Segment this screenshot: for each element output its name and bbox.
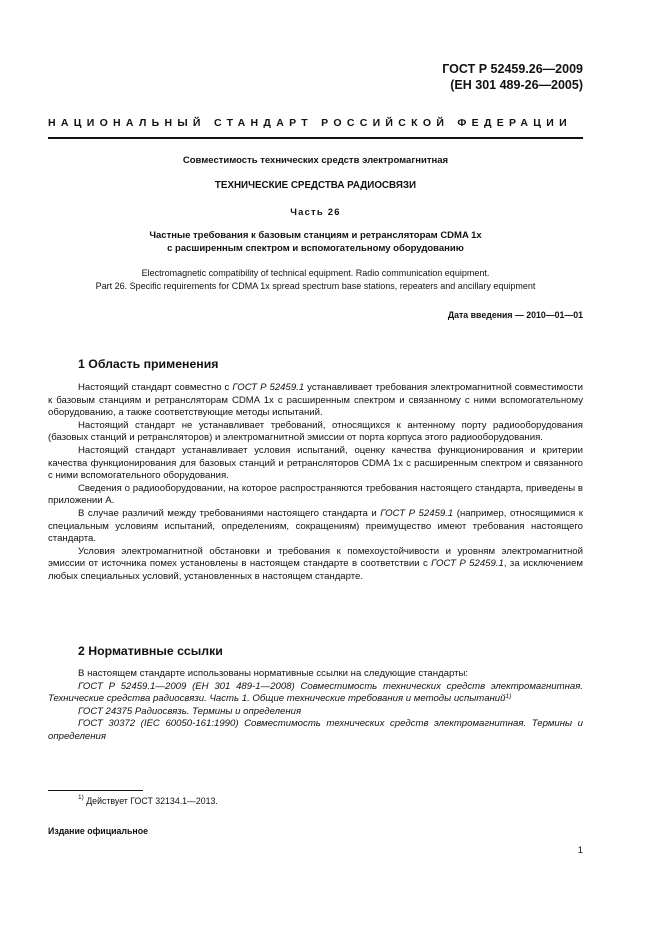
- title-line-2: ТЕХНИЧЕСКИЕ СРЕДСТВА РАДИОСВЯЗИ: [214, 180, 417, 191]
- header-divider: [48, 137, 583, 139]
- subtitle-line-1: Частные требования к базовым станциям и ретрансляторам CDMA 1x: [149, 230, 482, 241]
- reference-entry: ГОСТ 30372 (IEC 60050-161:1990) Совместимость технических средств электромагнитная. Термины и определения: [48, 718, 583, 742]
- subtitle: [48, 229, 583, 255]
- paragraph: Сведения о радиооборудовании, на которое распространяются требования настоящего стандарта, приведены в приложении А.: [48, 482, 583, 507]
- subtitle-line-2: с расширенным спектром и вспомогательному оборудованию: [167, 243, 464, 254]
- paragraph: В случае различий между требованиями настоящего стандарта и ГОСТ Р 52459.1 (например, относящимися к специальным условиям испытаний, определениям, сокращениям) преимущество имеют требования настоящего стандарта.: [48, 507, 584, 545]
- gost-identifier: [442, 61, 583, 93]
- footnote-divider: [48, 790, 143, 791]
- section-1-heading: 1 Область применения: [78, 357, 219, 371]
- english-title-line-2: Part 26. Specific requirements for CDMA 1x spread spectrum base stations, repeaters and ancillary equipment: [95, 281, 536, 291]
- gost-number: ГОСТ Р 52459.26—2009: [442, 62, 583, 76]
- section-2-body: [48, 668, 583, 744]
- english-title-line-1: Electromagnetic compatibility of technical equipment. Radio communication equipment.: [141, 268, 490, 278]
- national-standard-banner: НАЦИОНАЛЬНЫЙ СТАНДАРТ РОССИЙСКОЙ ФЕДЕРАЦИИ: [48, 117, 572, 129]
- standard-reference: ГОСТ Р 52459.1: [232, 382, 305, 393]
- paragraph: Настоящий стандарт совместно с ГОСТ Р 52459.1 устанавливает требования электромагнитной совместимости к базовым станциям и ретрансляторам CDMA 1x с расширенным спектром и связанному с ними вспомогательному оборудованию, а также соответствующие методы испытаний.: [48, 382, 583, 419]
- official-edition-label: Издание официальное: [48, 826, 148, 836]
- english-title: [48, 267, 583, 293]
- footnote-mark: 1): [78, 794, 84, 801]
- title-line-1: Совместимость технических средств электромагнитная: [182, 155, 449, 166]
- section-2-heading: 2 Нормативные ссылки: [78, 644, 223, 658]
- reference-entry: ГОСТ 24375 Радиосвязь. Термины и определения: [78, 705, 302, 717]
- paragraph: В настоящем стандарте использованы нормативные ссылки на следующие стандарты:: [78, 668, 469, 679]
- introduction-date: Дата введения — 2010—01—01: [447, 310, 583, 320]
- en-number: (ЕН 301 489-26—2005): [450, 78, 583, 92]
- page-number: 1: [577, 845, 583, 856]
- footnote: $^{1)}$ Действует ГОСТ 32134.1—2013.: [78, 794, 218, 806]
- footnote-mark: 1): [505, 693, 512, 701]
- part-label: Часть 26: [290, 207, 341, 218]
- reference-entry: ГОСТ Р 52459.1—2009 (ЕН 301 489-1—2008) Совместимость технических средств электромагнитная. Технические средства радиосвязи. Часть 1. Общие технические требования и методы испытаний$^{1)}$: [48, 680, 583, 705]
- paragraph: Настоящий стандарт не устанавливает требований, относящихся к антенному порту радиооборудования (базовых станций и ретрансляторов) и электромагнитной эмиссии от порта корпуса этого радиооборудования.: [48, 419, 583, 444]
- section-1-body: [48, 382, 583, 584]
- standard-reference: ГОСТ Р 52459.1: [380, 507, 454, 519]
- standard-reference: ГОСТ Р 52459.1: [431, 558, 504, 570]
- paragraph: Условия электромагнитной обстановки и требования к помехоустойчивости и уровням электромагнитной эмиссии от источника помех установлены в настоящем стандарте в соответствии с ГОСТ Р 52459.1, за исключением любых специальных условий, установленных в настоящем стандарте.: [48, 545, 584, 582]
- paragraph: Настоящий стандарт устанавливает условия испытаний, оценку качества функционирования и критерии качества функционирования для базовых станций и ретрансляторов CDMA 1x с расширенным спектром и связанного с ними вспомогательного оборудования.: [48, 444, 583, 482]
